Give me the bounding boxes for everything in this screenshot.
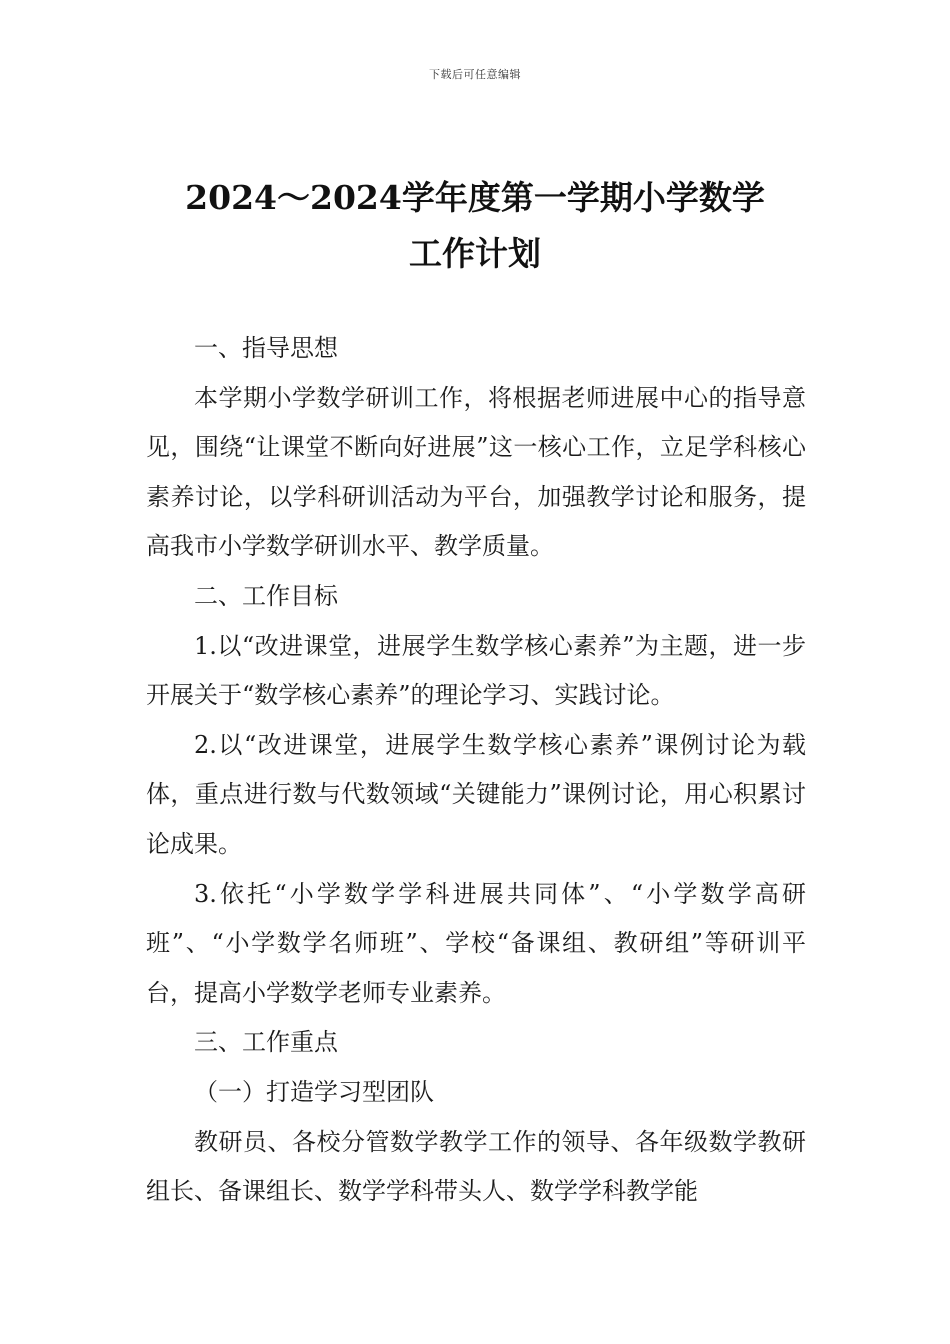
title-line-2: 工作计划 bbox=[409, 234, 541, 273]
section-heading-work-goals: 二、工作目标 bbox=[194, 581, 338, 610]
page-header-note: 下载后可任意编辑 bbox=[429, 68, 521, 81]
document-body bbox=[146, 324, 806, 1217]
goal-item-2: 2.以“改进课堂，进展学生数学核心素养”课例讨论为载体，重点进行数与代数领域“关键能力”课例讨论，用心积累讨论成果。 bbox=[146, 730, 806, 858]
section-heading-work-focus: 三、工作重点 bbox=[194, 1028, 338, 1057]
paragraph-guiding-thought: 本学期小学数学研训工作，将根据老师进展中心的指导意见，围绕“让课堂不断向好进展”这一核心工作，立足学科核心素养讨论，以学科研训活动为平台，加强教学讨论和服务，提高我市小学数学研训水平、教学质量。 bbox=[146, 383, 806, 561]
goal-item-1: 1.以“改进课堂，进展学生数学核心素养”为主题，进一步开展关于“数学核心素养”的理论学习、实践讨论。 bbox=[146, 631, 806, 710]
document-title bbox=[0, 170, 950, 282]
subheading-learning-team: （一）打造学习型团队 bbox=[194, 1077, 434, 1106]
title-line-1: 2024～2024学年度第一学期小学数学 bbox=[185, 178, 765, 217]
section-heading-guiding-thought: 一、指导思想 bbox=[194, 334, 338, 362]
paragraph-learning-team: 教研员、各校分管数学教学工作的领导、各年级数学教研组长、备课组长、数学学科带头人、数学学科教学能 bbox=[146, 1127, 806, 1206]
goal-item-3: 3.依托“小学数学学科进展共同体”、“小学数学高研班”、“小学数学名师班”、学校“备课组、教研组”等研训平台，提高小学数学老师专业素养。 bbox=[146, 879, 806, 1007]
